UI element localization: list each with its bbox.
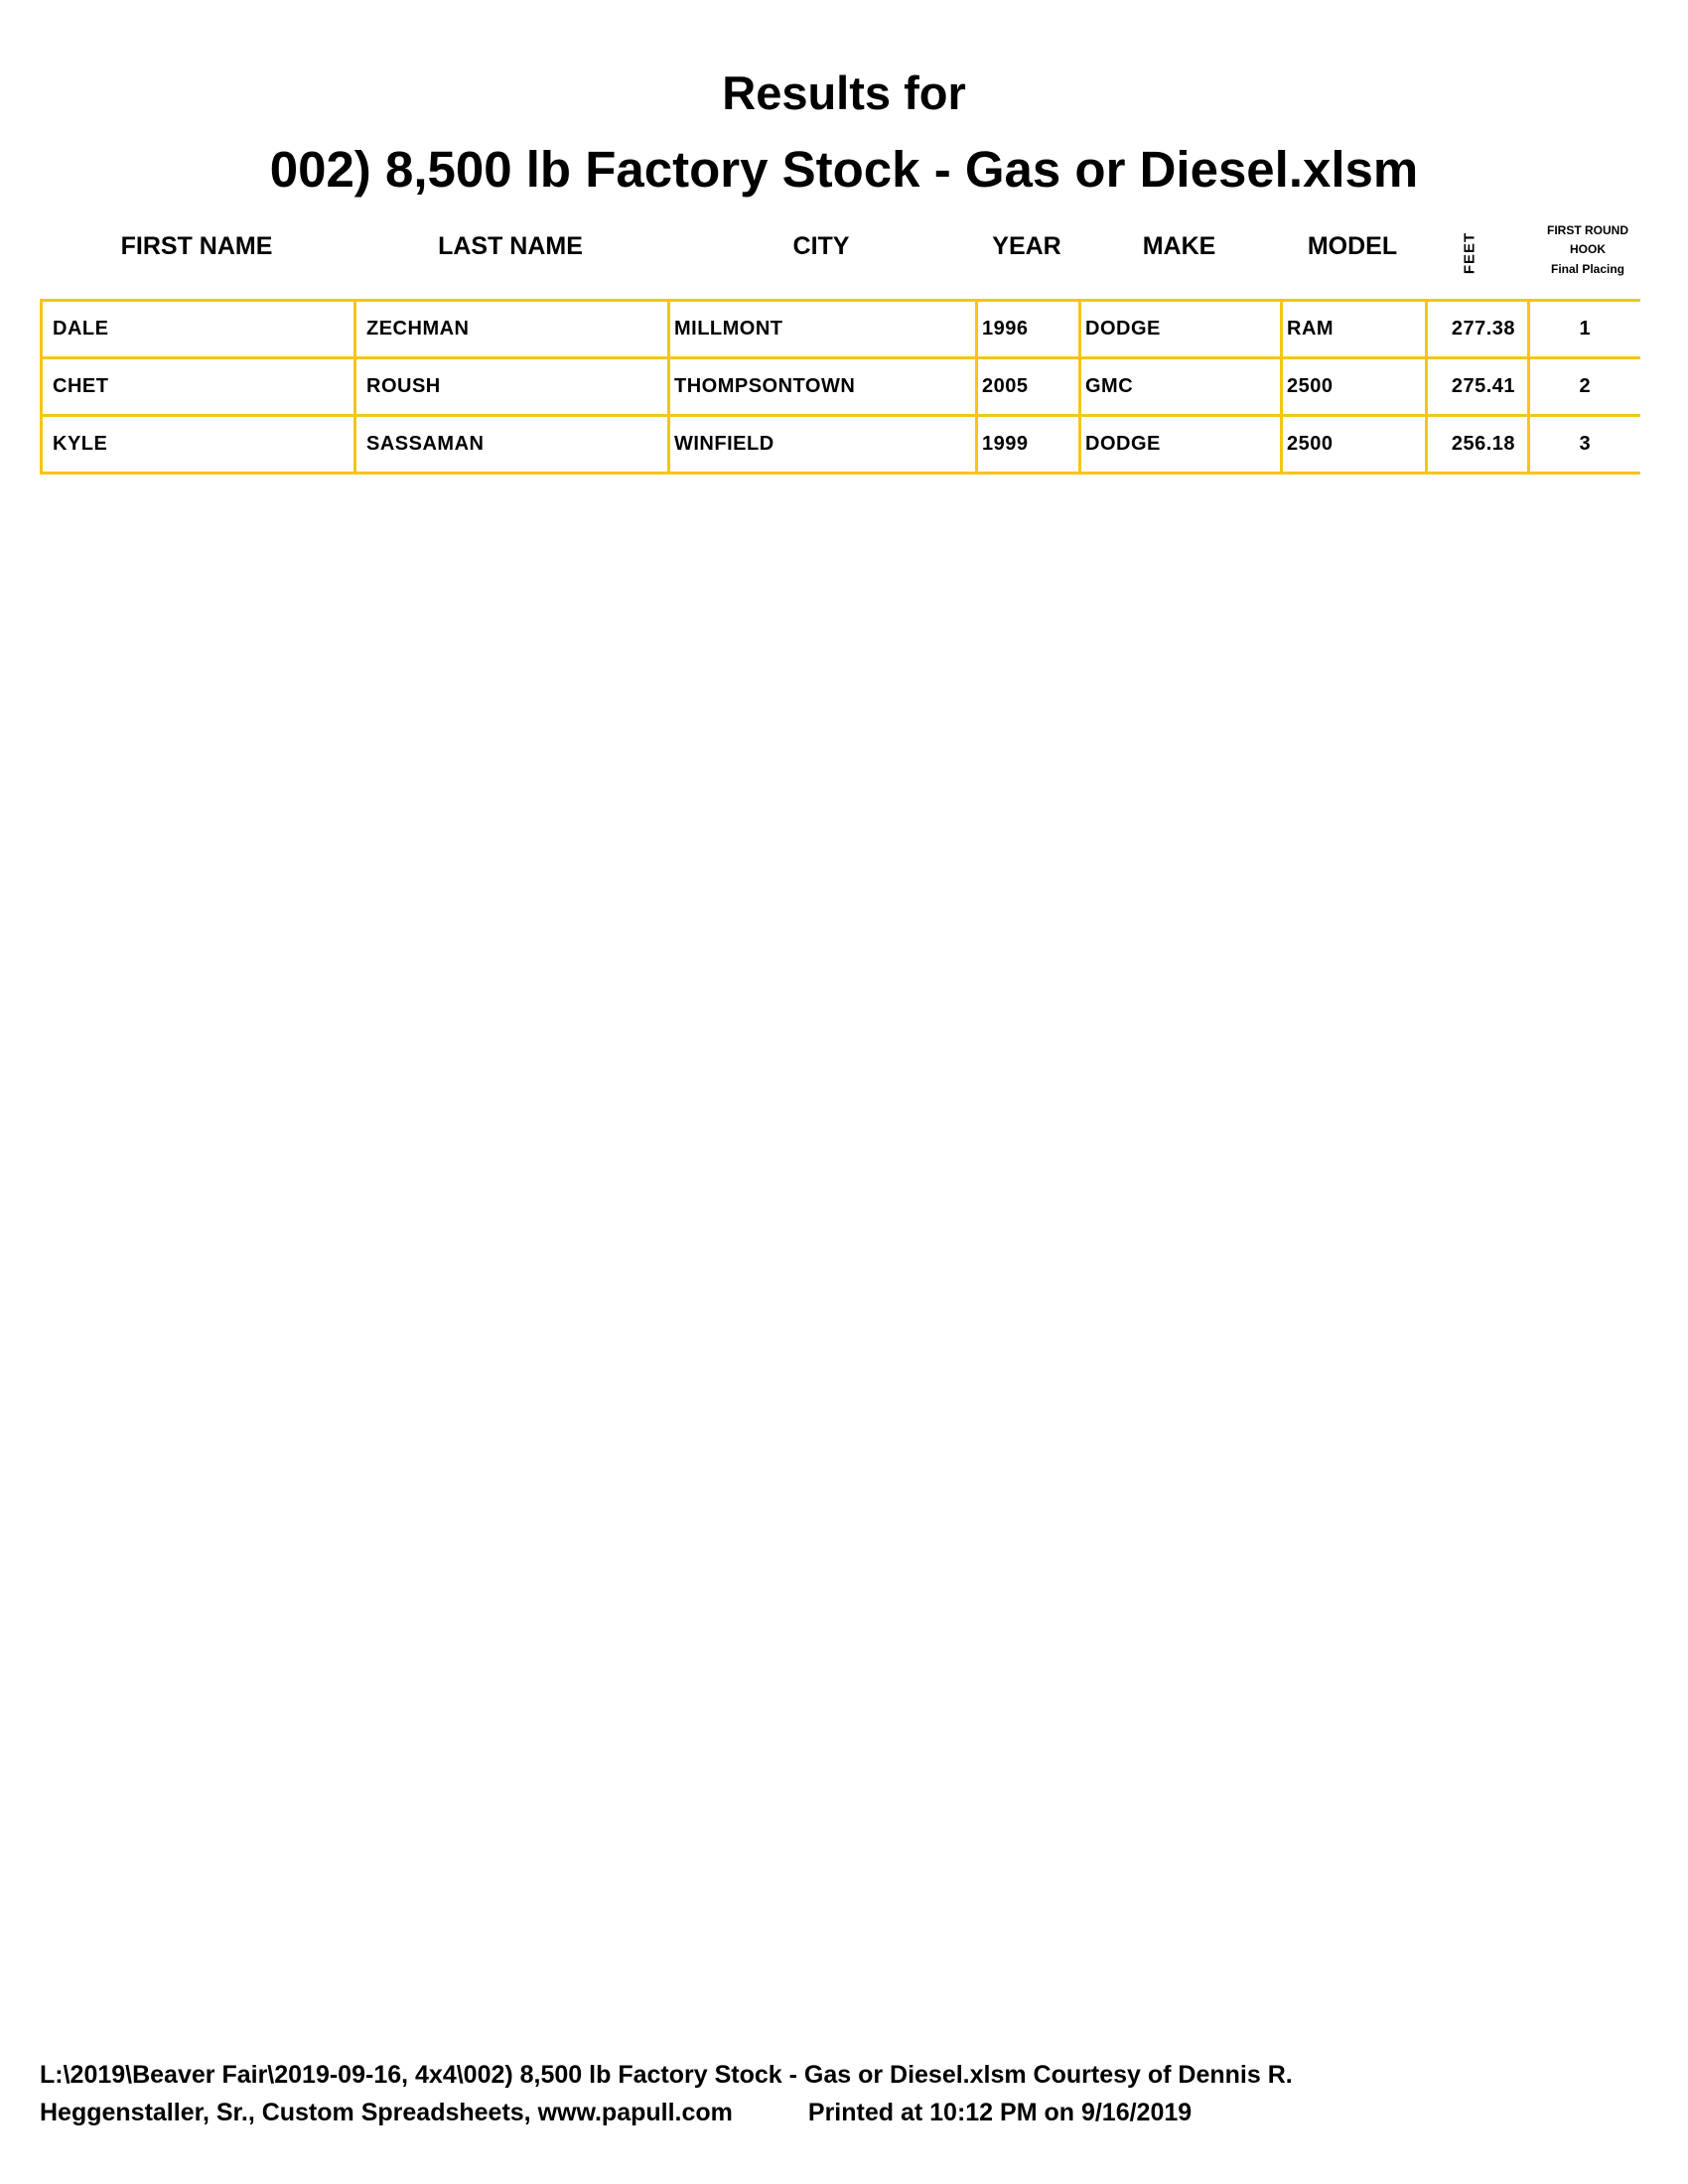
header-model: MODEL bbox=[1307, 232, 1398, 260]
cell-place: 1 bbox=[1529, 301, 1640, 358]
cell-model: 2500 bbox=[1282, 416, 1427, 474]
cell-city: MILLMONT bbox=[669, 301, 977, 358]
cell-year: 1996 bbox=[977, 301, 1080, 358]
cell-make: DODGE bbox=[1080, 416, 1282, 474]
title-line-1: Results for bbox=[722, 67, 966, 119]
cell-last-name: ROUSH bbox=[355, 358, 669, 416]
cell-year: 1999 bbox=[977, 416, 1080, 474]
cell-city: THOMPSONTOWN bbox=[669, 358, 977, 416]
header-year: YEAR bbox=[992, 232, 1061, 260]
cell-first-name: CHET bbox=[42, 358, 355, 416]
header-placing-line-1: FIRST ROUND bbox=[1547, 223, 1628, 237]
page-title: 002) 8,500 lb Factory Stock - Gas or Diesel.xlsm bbox=[269, 141, 1419, 198]
cell-place: 3 bbox=[1529, 416, 1640, 474]
cell-make: DODGE bbox=[1080, 301, 1282, 358]
footer-credits bbox=[40, 2099, 1648, 2127]
cell-model: 2500 bbox=[1282, 358, 1427, 416]
cell-first-name: DALE bbox=[42, 301, 355, 358]
cell-place: 2 bbox=[1529, 358, 1640, 416]
cell-feet: 277.38 bbox=[1427, 301, 1529, 358]
header-city: CITY bbox=[792, 232, 850, 260]
header-feet: FEET bbox=[1461, 231, 1478, 275]
header-placing-line-2: HOOK bbox=[1570, 242, 1606, 256]
cell-feet: 275.41 bbox=[1427, 358, 1529, 416]
header-make: MAKE bbox=[1142, 232, 1216, 260]
cell-feet: 256.18 bbox=[1427, 416, 1529, 474]
header-first-name: FIRST NAME bbox=[120, 232, 273, 260]
cell-first-name: KYLE bbox=[42, 416, 355, 474]
cell-last-name: SASSAMAN bbox=[355, 416, 669, 474]
header-last-name: LAST NAME bbox=[438, 232, 583, 260]
footer-file-path: L:\2019\Beaver Fair\2019-09-16, 4x4\002) 8,500 lb Factory Stock - Gas or Diesel.xlsm Courtesy of Dennis R. bbox=[40, 2061, 1293, 2089]
table-row bbox=[42, 416, 1640, 474]
cell-year: 2005 bbox=[977, 358, 1080, 416]
cell-make: GMC bbox=[1080, 358, 1282, 416]
header-placing-line-3: Final Placing bbox=[1550, 262, 1624, 276]
footer-courtesy: Heggenstaller, Sr., Custom Spreadsheets, www.papull.com bbox=[40, 2099, 733, 2126]
footer-printed-at: Printed at 10:12 PM on 9/16/2019 bbox=[807, 2099, 1193, 2126]
cell-city: WINFIELD bbox=[669, 416, 977, 474]
cell-last-name: ZECHMAN bbox=[355, 301, 669, 358]
results-table bbox=[40, 299, 1640, 475]
cell-model: RAM bbox=[1282, 301, 1427, 358]
table-row bbox=[42, 301, 1640, 358]
table-row bbox=[42, 358, 1640, 416]
